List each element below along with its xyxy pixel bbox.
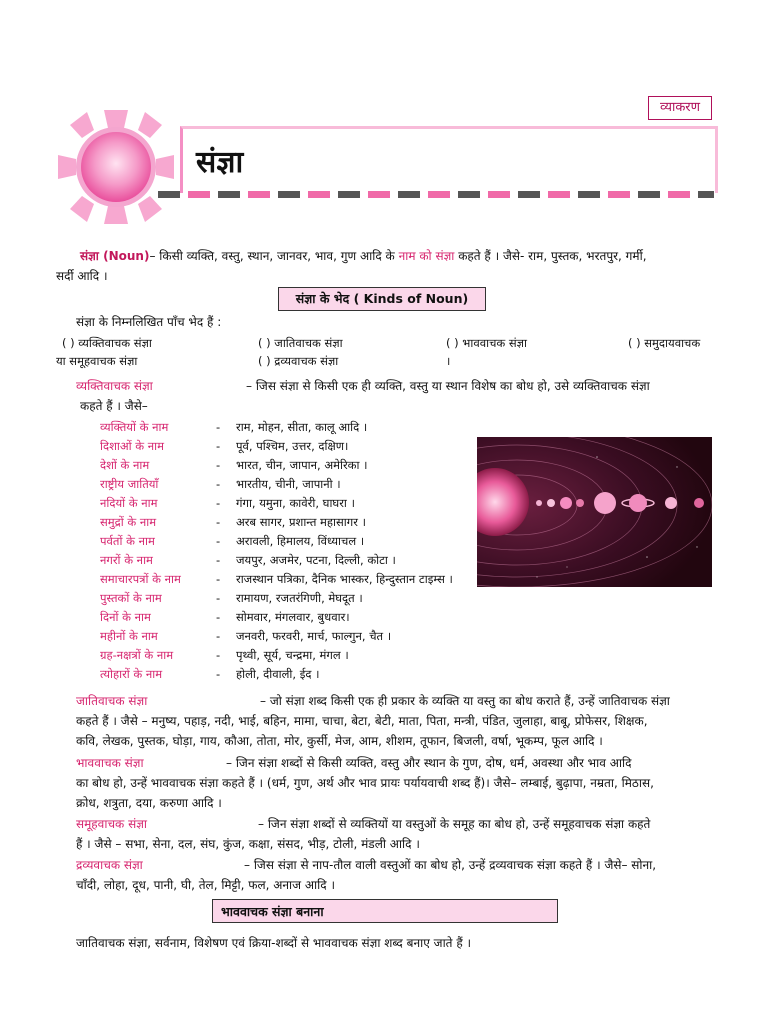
example-category: दिनों के नाम: [100, 610, 151, 624]
type-item-2: ( ) जातिवाचक संज्ञा: [258, 336, 343, 350]
vyakti-text-2: कहते हैं । जैसे–: [80, 399, 148, 413]
example-dash: -: [216, 591, 221, 605]
example-dash: -: [216, 458, 221, 472]
example-values: भारत, चीन, जापान, अमेरिका ।: [236, 458, 368, 472]
vyakti-label: व्यक्तिवाचक संज्ञा: [76, 379, 153, 393]
dravya-line-1: – जिस संज्ञा से नाप-तौल वाली वस्तुओं का बोध हो, उन्हें द्रव्यवाचक संज्ञा कहते हैं । जैसे– सोना,: [244, 858, 657, 872]
example-row: [100, 665, 480, 684]
bhav-line-2: का बोध हो, उन्हें भाववाचक संज्ञा कहते हैं । (धर्म, गुण, अर्थ और भाव प्रायः पर्यायवाची शब्द हैं)। जैसे– लम्बाई, बुढ़ापा, नम्रता, मिठास,: [76, 776, 654, 790]
example-category: नदियों के नाम: [100, 496, 158, 510]
example-category: पुस्तकों के नाम: [100, 591, 162, 605]
samuh-line-1: – जिन संज्ञा शब्दों से व्यक्तियों या वस्तुओं के समूह का बोध हो, उन्हें समूहवाचक संज्ञा कहते: [258, 817, 651, 831]
example-row: [100, 627, 480, 646]
example-row: [100, 494, 480, 513]
jati-label: जातिवाचक संज्ञा: [76, 694, 148, 708]
type-item-5: ( ) द्रव्यवाचक संज्ञा: [258, 354, 339, 368]
example-dash: -: [216, 439, 221, 453]
example-row: [100, 551, 480, 570]
example-category: नगरों के नाम: [100, 553, 153, 567]
intro-text-3: सर्दी आदि ।: [56, 269, 108, 283]
example-values: जयपुर, अजमेर, पटना, दिल्ली, कोटा ।: [236, 553, 396, 567]
solar-system-image: [477, 437, 712, 587]
type-item-3: ( ) भाववाचक संज्ञा: [446, 336, 528, 350]
example-row: [100, 570, 480, 589]
example-row: [100, 608, 480, 627]
example-row: [100, 475, 480, 494]
example-row: [100, 532, 480, 551]
subject-tag: व्याकरण: [648, 96, 712, 120]
example-dash: -: [216, 477, 221, 491]
example-dash: -: [216, 553, 221, 567]
bhav-line-1: – जिन संज्ञा शब्दों से किसी व्यक्ति, वस्तु और स्थान के गुण, दोष, धर्म, अवस्था और भाव आदि: [226, 756, 632, 770]
example-values: अरब सागर, प्रशान्त महासागर ।: [236, 515, 366, 529]
bhav-label: भाववाचक संज्ञा: [76, 756, 144, 770]
example-category: महीनों के नाम: [100, 629, 158, 643]
bhav-line-3: क्रोध, शत्रुता, दया, करुणा आदि ।: [76, 796, 222, 810]
type-item-end: ।: [446, 354, 451, 368]
samuh-line-2: हैं । जैसे – सभा, सेना, दल, संघ, कुंज, कक्षा, संसद, भीड़, टोली, मंडली आदि ।: [76, 837, 420, 851]
example-values: पृथ्वी, सूर्य, चन्द्रमा, मंगल ।: [236, 648, 349, 662]
dravya-line-2: चाँदी, लोहा, दूध, पानी, घी, तेल, मिट्टी, फल, अनाज आदि ।: [76, 878, 335, 892]
example-values: भारतीय, चीनी, जापानी ।: [236, 477, 341, 491]
example-values: सोमवार, मंगलवार, बुधवार।: [236, 610, 350, 624]
example-category: पर्वतों के नाम: [100, 534, 155, 548]
example-values: होली, दीवाली, ईद ।: [236, 667, 320, 681]
example-dash: -: [216, 610, 221, 624]
example-dash: -: [216, 667, 221, 681]
example-values: जनवरी, फरवरी, मार्च, फाल्गुन, चैत ।: [236, 629, 392, 643]
example-dash: -: [216, 629, 221, 643]
intro-highlight: नाम को संज्ञा: [398, 249, 455, 263]
intro-paragraph: [56, 246, 716, 286]
example-category: समाचारपत्रों के नाम: [100, 572, 181, 586]
example-values: पूर्व, पश्चिम, उत्तर, दक्षिण।: [236, 439, 349, 453]
example-row: [100, 589, 480, 608]
example-values: रामायण, रजतरंगिणी, मेघदूत ।: [236, 591, 363, 605]
example-category: समुद्रों के नाम: [100, 515, 157, 529]
example-dash: -: [216, 648, 221, 662]
example-row: [100, 513, 480, 532]
intro-text-2: कहते हैं । जैसे- राम, पुस्तक, भरतपुर, गर्मी,: [454, 249, 647, 263]
example-row: [100, 418, 480, 437]
types-intro: संज्ञा के निम्नलिखित पाँच भेद हैं :: [76, 315, 222, 329]
example-values: राजस्थान पत्रिका, दैनिक भास्कर, हिन्दुस्तान टाइम्स ।: [236, 572, 453, 586]
type-item-4-cont: या समूहवाचक संज्ञा: [56, 354, 138, 368]
example-dash: -: [216, 572, 221, 586]
jati-line-2: कहते हैं । जैसे – मनुष्य, पहाड़, नदी, भाई, बहिन, मामा, चाचा, बेटा, बेटी, माता, पिता, मन्त्री, पंडित, जुलाहा, बाबू, प्रोफेसर, शिक्षक,: [76, 714, 648, 728]
example-dash: -: [216, 420, 221, 434]
jati-line-3: कवि, लेखक, पुस्तक, घोड़ा, गाय, कौआ, तोता, मोर, कुर्सी, मेज, आम, शीशम, तूफान, बिजली, वर्षा, भूकम्प, फूल आदि ।: [76, 734, 603, 748]
example-category: ग्रह-नक्षत्रों के नाम: [100, 648, 174, 662]
type-item-4: ( ) समुदायवाचक: [628, 336, 701, 350]
types-heading: संज्ञा के भेद ( Kinds of Noun): [278, 287, 486, 311]
example-row: [100, 437, 480, 456]
examples-list: [100, 418, 480, 684]
example-dash: -: [216, 496, 221, 510]
example-category: व्यक्तियों के नाम: [100, 420, 169, 434]
sun-decoration-icon: [56, 108, 176, 226]
example-category: दिशाओं के नाम: [100, 439, 165, 453]
type-item-1: ( ) व्यक्तिवाचक संज्ञा: [62, 336, 152, 350]
example-dash: -: [216, 515, 221, 529]
samuh-label: समूहवाचक संज्ञा: [76, 817, 148, 831]
bhav-banana-text: जातिवाचक संज्ञा, सर्वनाम, विशेषण एवं क्रिया-शब्दों से भाववाचक संज्ञा शब्द बनाए जाते हैं ।: [76, 936, 472, 950]
example-row: [100, 646, 480, 665]
intro-text-1: – किसी व्यक्ति, वस्तु, स्थान, जानवर, भाव, गुण आदि के: [149, 249, 399, 263]
bhav-banana-heading: भाववाचक संज्ञा बनाना: [212, 899, 558, 923]
example-values: राम, मोहन, सीता, कालू आदि ।: [236, 420, 368, 434]
example-values: गंगा, यमुना, कावेरी, घाघरा ।: [236, 496, 355, 510]
page-title: संज्ञा: [196, 145, 244, 180]
example-values: अरावली, हिमालय, विंध्याचल ।: [236, 534, 365, 548]
jati-line-1: – जो संज्ञा शब्द किसी एक ही प्रकार के व्यक्ति या वस्तु का बोध कराते हैं, उन्हें जातिवाचक संज्ञा: [260, 694, 670, 708]
example-category: देशों के नाम: [100, 458, 150, 472]
dravya-label: द्रव्यवाचक संज्ञा: [76, 858, 143, 872]
title-frame: [180, 126, 718, 193]
example-row: [100, 456, 480, 475]
intro-term: संज्ञा (Noun): [80, 249, 150, 263]
example-category: त्योहारों के नाम: [100, 667, 163, 681]
vyakti-text: – जिस संज्ञा से किसी एक ही व्यक्ति, वस्तु या स्थान विशेष का बोध हो, उसे व्यक्तिवाचक संज्ञा: [246, 379, 650, 393]
example-category: राष्ट्रीय जातियाँ: [100, 477, 159, 491]
dashed-divider: [158, 191, 714, 199]
example-dash: -: [216, 534, 221, 548]
